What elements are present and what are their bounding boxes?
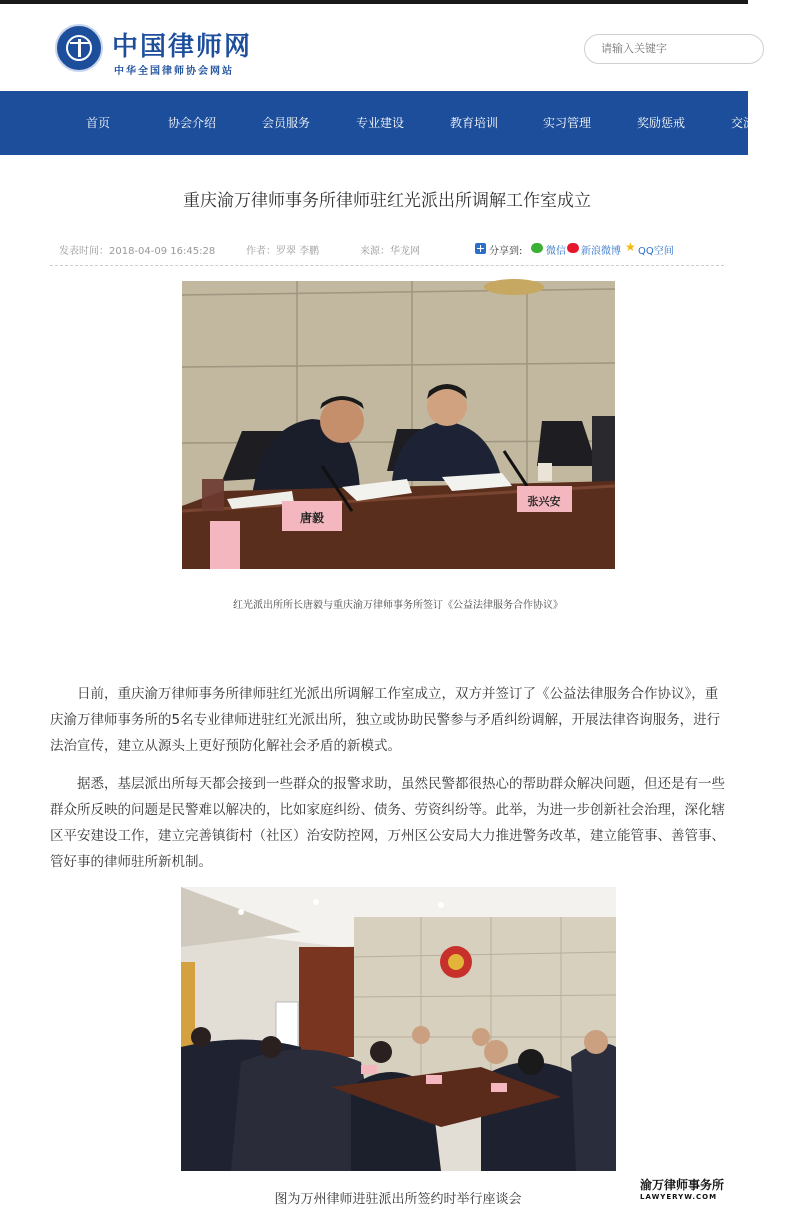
article-source: 来源：华龙网: [360, 246, 420, 257]
nav-item-exchange[interactable]: 交流: [731, 116, 756, 130]
nav-item-education[interactable]: 教育培训: [450, 116, 499, 130]
site-header: [0, 4, 748, 91]
meta-divider: [50, 265, 724, 266]
emblem-sword: [78, 39, 81, 57]
share-qzone-link[interactable]: QQ空间: [638, 246, 674, 257]
main-nav: [0, 91, 756, 155]
nav-item-home[interactable]: 首页: [86, 116, 111, 130]
watermark-firm-name: 渝万律师事务所: [640, 1178, 725, 1192]
meeting-photo: [181, 887, 616, 1171]
publish-time: 发表时间：2018-04-09 16:45:28: [59, 246, 216, 257]
share-weibo-link[interactable]: 新浪微博: [581, 246, 621, 257]
nav-item-professional[interactable]: 专业建设: [356, 116, 405, 130]
site-logo-title[interactable]: 中国律师网: [112, 32, 253, 62]
nav-item-about[interactable]: 协会介绍: [168, 116, 217, 130]
weibo-icon[interactable]: [567, 243, 579, 253]
article-paragraph-1: 日前，重庆渝万律师事务所律师驻红光派出所调解工作室成立，双方并签订了《公益法律服务合作协议》，重庆渝万律师事务所的5名专业律师进驻红光派出所，独立或协助民警参与矛盾纠纷调解，开展法律咨询服务，进行法治宣传，建立从源头上更好预防化解社会矛盾的新模式。: [50, 686, 721, 754]
share-wechat-link[interactable]: 微信: [546, 246, 566, 257]
meeting-photo-scene: [181, 887, 616, 1171]
watermark-domain: LAWYERYW.COM: [640, 1193, 718, 1201]
article-paragraph-2: 据悉，基层派出所每天都会接到一些群众的报警求助，虽然民警都很热心的帮助群众解决问题，但还是有一些群众所反映的问题是民警难以解决的，比如家庭纠纷、债务、劳资纠纷等。此举，为进一步创新社会治理，深化辖区平安建设工作，建立完善镇街村（社区）治安防控网，万州区公安局大力推进警务改革，建立能管事、善管事、管好事的律师驻所新机制。: [50, 776, 725, 870]
wechat-icon[interactable]: [531, 243, 543, 253]
share-icon: [475, 243, 486, 254]
nav-item-member-services[interactable]: 会员服务: [262, 116, 311, 130]
qzone-star-icon[interactable]: ★: [625, 240, 636, 254]
photo1-caption: 红光派出所所长唐毅与重庆渝万律师事务所签订《公益法律服务合作协议》: [233, 600, 563, 611]
signing-photo: [182, 281, 615, 569]
photo2-caption: 图为万州律师进驻派出所签约时举行座谈会: [274, 1192, 522, 1207]
nav-item-internship[interactable]: 实习管理: [543, 116, 592, 130]
lawyers-association-emblem-icon[interactable]: [55, 24, 103, 72]
nav-item-rewards-discipline[interactable]: 奖励惩戒: [637, 116, 686, 130]
site-logo-subtitle: 中华全国律师协会网站: [114, 66, 234, 77]
signing-photo-scene: [182, 281, 615, 569]
search-input[interactable]: [584, 34, 764, 64]
article-author: 作者：罗翠 李鹏: [246, 246, 320, 257]
share-label: 分享到:: [489, 246, 523, 257]
nameplate-zhang: 张兴安: [527, 495, 561, 508]
article-title: 重庆渝万律师事务所律师驻红光派出所调解工作室成立: [183, 191, 591, 211]
nameplate-tang: 唐毅: [299, 511, 325, 525]
